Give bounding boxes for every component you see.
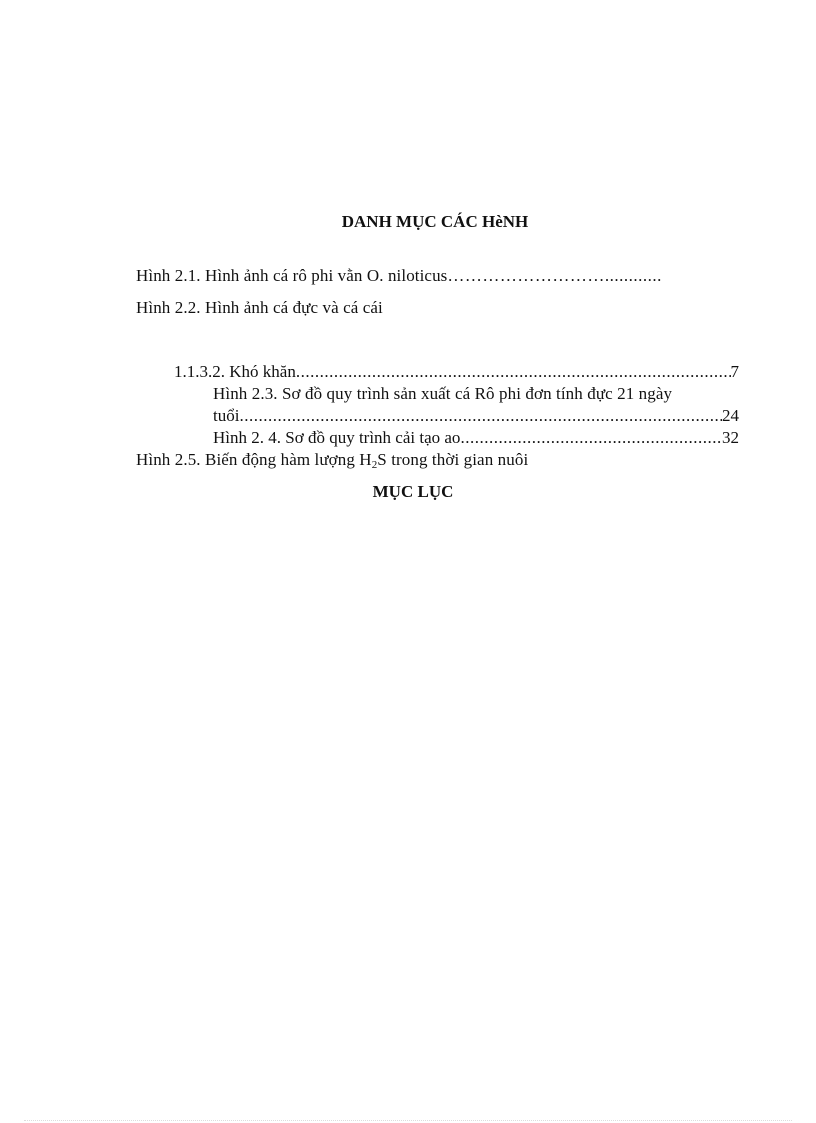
toc-entry-figure-2-2 bbox=[136, 298, 383, 318]
subscript-2: 2 bbox=[371, 459, 378, 471]
toc-entry-dots bbox=[296, 362, 731, 382]
toc-entry-dots bbox=[460, 428, 722, 448]
toc-entry-label: Hình 2.3. Sơ đồ quy trình sản xuất cá Rô phi đơn tính đực 21 ngày bbox=[213, 384, 673, 403]
toc-entry-label: 1.1.3.2. Khó khăn bbox=[174, 362, 296, 381]
toc-entry-dots: ………………………............ bbox=[447, 266, 662, 285]
page-bottom-rule bbox=[24, 1120, 792, 1121]
page-title: DANH MỤC CÁC HèNH bbox=[341, 212, 529, 231]
toc-entry-label: tuổi bbox=[213, 406, 240, 425]
toc-entry-figure-2-3-continued bbox=[213, 406, 739, 426]
toc-entry-figure-2-5 bbox=[136, 450, 528, 470]
toc-entry-page-number: 7 bbox=[730, 362, 739, 381]
toc-entry-label: Hình 2.1. Hình ảnh cá rô phi vằn O. niloticus bbox=[136, 266, 448, 285]
toc-entry-figure-2-4 bbox=[213, 428, 739, 448]
toc-entry-dots bbox=[239, 406, 722, 426]
toc-entry-page-number: 24 bbox=[722, 406, 739, 425]
toc-entry-label-continued: S trong thời gian nuôi bbox=[377, 450, 529, 469]
toc-entry-figure-2-3 bbox=[213, 384, 672, 404]
toc-entry-label: Hình 2. 4. Sơ đồ quy trình cải tạo ao bbox=[213, 428, 461, 447]
section-heading-contents: MỤC LỤC bbox=[372, 482, 454, 501]
toc-entry-figure-2-1 bbox=[136, 266, 662, 286]
toc-entry-page-number: 32 bbox=[722, 428, 739, 447]
toc-entry-label: Hình 2.5. Biến động hàm lượng H bbox=[136, 450, 372, 469]
toc-entry-section-1-1-3-2 bbox=[174, 362, 739, 382]
toc-entry-label: Hình 2.2. Hình ảnh cá đực và cá cái bbox=[136, 298, 383, 317]
